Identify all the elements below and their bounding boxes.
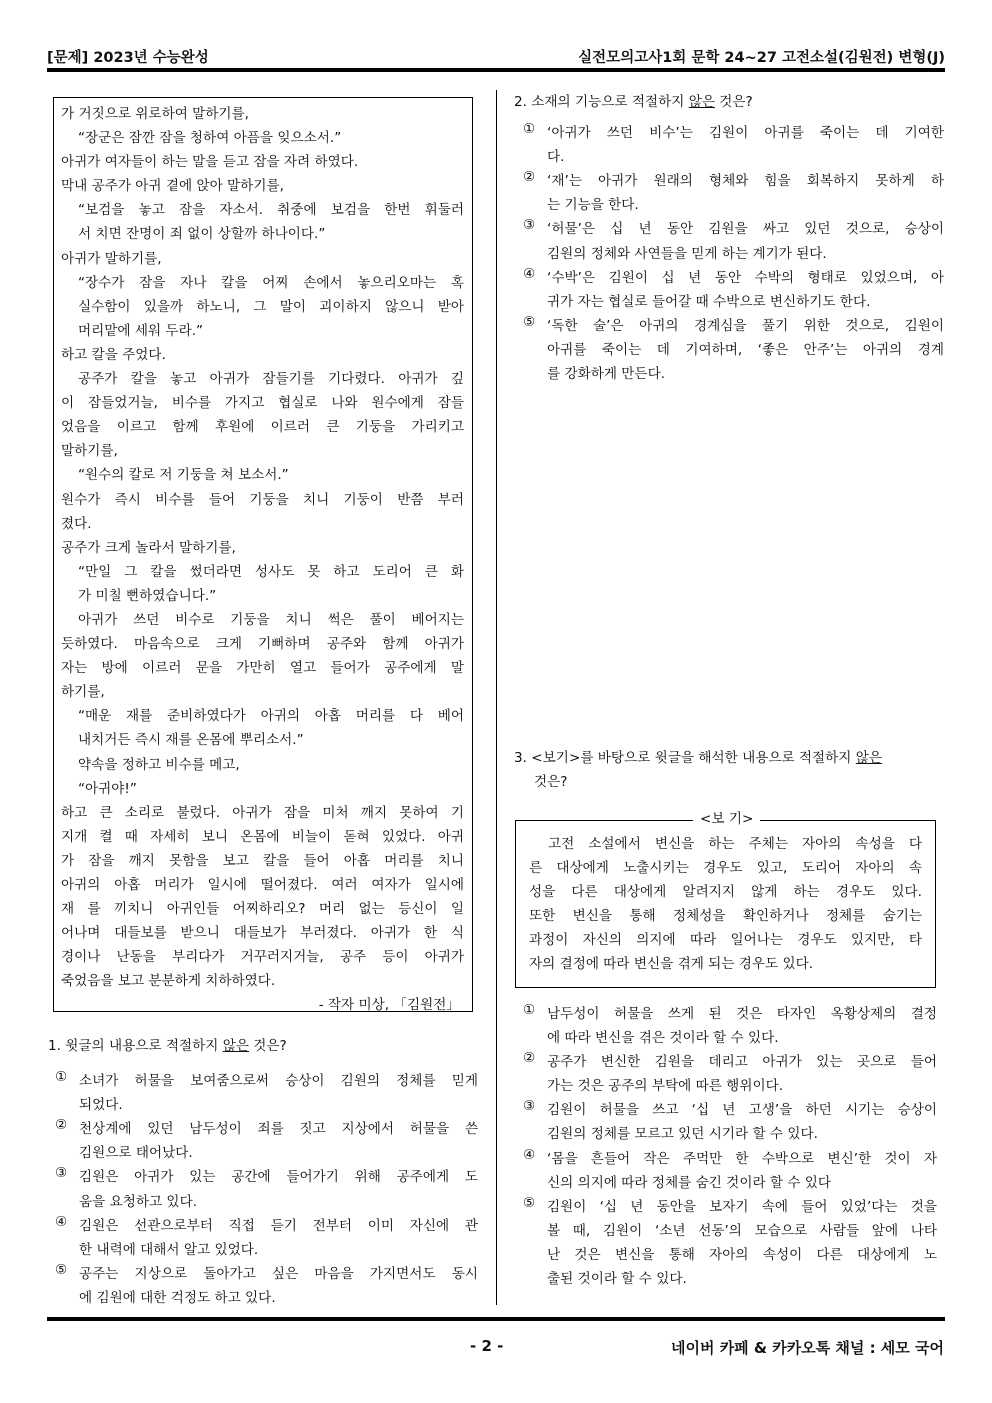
bogi-line: 성을 다른 대상에게 알려지지 않게 하는 경우도 있다.	[529, 884, 922, 901]
passage-line: 하고 큰 소리로 불렀다. 아귀가 잠을 미처 깨지 못하여 기	[61, 804, 464, 821]
option-text-line: 가는 것은 공주의 부탁에 따른 행위이다.	[547, 1078, 784, 1095]
stem-underline: 않은	[688, 94, 715, 110]
option-text-line: 공주는 지상으로 돌아가고 싶은 마음을 가지면서도 동시	[79, 1265, 478, 1282]
question-2-stem	[514, 90, 944, 114]
bogi-line: 른 대상에게 노출시키는 경우도 있고, 도리어 자아의 속	[529, 860, 922, 877]
option-text-line: 김원은 아귀가 있는 공간에 들어가기 위해 공주에게 도	[79, 1169, 478, 1186]
column-divider	[496, 90, 497, 1305]
option-5[interactable]	[523, 314, 944, 386]
option-number: ③	[55, 1165, 68, 1182]
passage-line: 머리맡에 세워 두라.”	[78, 322, 204, 339]
passage-line: 하기를,	[61, 684, 105, 701]
passage-line: 아귀가 여자들이 하는 말을 듣고 잠을 자려 하였다.	[61, 154, 359, 171]
passage-line: 원수가 즉시 비수를 들어 기둥을 치니 기둥이 반쯤 부러	[61, 491, 464, 508]
bogi-title: <보 기>	[693, 810, 760, 828]
question-1-stem	[48, 1034, 478, 1058]
stem-underline: 않은	[222, 1038, 249, 1054]
passage-line: “만일 그 칼을 썼더라면 성사도 못 하고 도리어 큰 화	[78, 563, 464, 580]
passage-line: 막내 공주가 아귀 곁에 앉아 말하기를,	[61, 178, 284, 195]
bogi-line: 과정이 자신의 의지에 따라 일어나는 경우도 있지만, 타	[529, 932, 922, 949]
stem-text: 1. 윗글의 내용으로 적절하지	[48, 1038, 223, 1054]
option-number: ②	[55, 1117, 68, 1134]
stem-underline: 않은	[855, 750, 883, 766]
option-text-line: ‘몸을 흔들어 작은 주먹만 한 수박으로 변신’한 것이 자	[547, 1150, 937, 1167]
option-number: ②	[523, 169, 536, 186]
passage-line: 하고 칼을 주었다.	[61, 346, 166, 363]
passage-line: 가 거짓으로 위로하여 말하기를,	[61, 106, 249, 122]
question-3-options	[523, 1002, 937, 1291]
option-2[interactable]	[55, 1117, 478, 1165]
option-text-line: 소녀가 허물을 보여줌으로써 승상이 김원의 정체를 믿게	[79, 1073, 478, 1090]
passage-line: “원수의 칼로 저 기둥을 쳐 보소서.”	[78, 467, 289, 484]
option-number: ②	[523, 1050, 536, 1067]
option-number: ⑤	[523, 313, 536, 330]
top-rule	[47, 68, 945, 72]
option-text-line: 신의 의지에 따라 정체를 숨긴 것이라 할 수 있다	[547, 1174, 832, 1191]
bogi-box	[515, 820, 936, 988]
passage-line: 서 치면 잔명이 죄 없이 상할까 하나이다.”	[78, 226, 326, 243]
option-text-line: 에 김원에 대한 걱정도 하고 있다.	[79, 1289, 276, 1306]
passage-line: 재 를 끼치니 아귀인들 어찌하리오? 머리 없는 등신이 일	[61, 901, 464, 918]
option-1[interactable]	[523, 1002, 937, 1050]
passage-line: - 작자 미상, 「김원전」	[318, 997, 460, 1014]
option-number: ①	[55, 1069, 68, 1086]
question-1-options	[48, 1069, 478, 1310]
passage-line: 지개 켤 때 자세히 보니 온몸에 비늘이 돋혀 있었다. 아귀	[61, 828, 464, 845]
passage-box	[53, 97, 473, 1012]
option-number: ④	[523, 1146, 536, 1163]
option-text-line: 움을 요청하고 있다.	[79, 1193, 198, 1210]
option-number: ⑤	[55, 1261, 68, 1278]
option-number: ⑤	[523, 1194, 536, 1211]
question-1	[48, 1034, 478, 1310]
passage-line: 어나며 대들보를 받으니 대들보가 부러졌다. 아귀가 한 식	[61, 925, 464, 942]
option-number: ①	[523, 1002, 536, 1018]
passage-line: 가 미칠 뻔하였습니다.”	[78, 587, 217, 604]
stem-text-end: 것은?	[248, 1038, 287, 1054]
option-text-line: 김원이 허물을 쓰고 ‘십 년 고생’을 하던 시기는 승상이	[547, 1102, 937, 1119]
option-2[interactable]	[523, 1050, 937, 1098]
stem-text-end: 것은?	[714, 94, 753, 110]
passage-line: 아귀의 아홉 머리가 일시에 떨어졌다. 여러 여자가 일시에	[61, 877, 464, 893]
passage-line: “장수가 잠을 자나 칼을 어찌 손에서 놓으리오마는 혹	[78, 274, 464, 291]
passage-line: 경이나 난동을 부리다가 거꾸러지거늘, 공주 등이 아귀가	[61, 949, 464, 966]
option-text-line: 김원은 선관으로부터 직접 듣기 전부터 이미 자신에 관	[79, 1217, 478, 1234]
option-3[interactable]	[55, 1165, 478, 1213]
option-number: ④	[55, 1213, 68, 1230]
passage-line: 듯하였다. 마음속으로 크게 기뻐하며 공주와 함께 아귀가	[61, 636, 464, 653]
footer-channel: 네이버 카페 & 카카오톡 채널 : 세모 국어	[671, 1339, 944, 1357]
bottom-rule	[47, 1317, 945, 1321]
option-text-line: 출된 것이라 할 수 있다.	[547, 1271, 687, 1288]
option-text-line: 에 따라 변신을 겪은 것이라 할 수 있다.	[547, 1030, 779, 1047]
option-text-line: 김원의 정체와 사연들을 믿게 하는 계기가 된다.	[547, 245, 827, 262]
option-3[interactable]	[523, 1098, 937, 1146]
passage-line: 아귀가 말하기를,	[61, 250, 162, 267]
bogi-line: 또한 변신을 통해 정체성을 확인하거나 정체를 숨기는	[529, 908, 922, 925]
passage-line: “아귀야!”	[78, 780, 137, 797]
option-1[interactable]	[523, 121, 944, 169]
option-5[interactable]	[55, 1262, 478, 1310]
passage-line: 졌다.	[61, 515, 92, 532]
question-3-stem	[514, 746, 946, 770]
option-text-line: 를 강화하게 만든다.	[547, 366, 666, 383]
passage-line: 말하기를,	[61, 443, 118, 460]
option-4[interactable]	[523, 266, 944, 314]
option-number: ④	[523, 265, 536, 282]
option-number: ①	[523, 121, 536, 138]
question-3-stem-line2: 것은?	[534, 774, 568, 791]
option-3[interactable]	[523, 217, 944, 265]
option-text-line: ‘재’는 아귀가 원래의 형체와 힘을 회복하지 못하게 하	[547, 173, 944, 190]
option-2[interactable]	[523, 169, 944, 217]
option-1[interactable]	[55, 1069, 478, 1117]
passage-line: “매운 재를 준비하였다가 아귀의 아홉 머리를 다 베어	[78, 708, 464, 725]
option-text-line: 는 기능을 한다.	[547, 197, 639, 214]
option-number: ③	[523, 1098, 536, 1115]
header-right: 실전모의고사1회 문학 24~27 고전소설(김원전) 변형(J)	[578, 50, 945, 66]
passage-line: 실수함이 있을까 하노니, 그 말이 괴이하지 않으니 받아	[78, 298, 464, 315]
option-text-line: 김원으로 태어났다.	[79, 1145, 193, 1162]
option-text-line: 김원이 ‘십 년 동안을 보자기 속에 들어 있었’다는 것을	[547, 1198, 937, 1215]
passage-line: 아귀가 쓰던 비수로 기둥을 치니 썩은 풀이 베어지는	[78, 611, 464, 628]
option-text-line: 볼 때, 김원이 ‘소년 선동’의 모습으로 사람들 앞에 나타	[547, 1222, 937, 1239]
question-3	[514, 746, 946, 794]
bogi-line: 고전 소설에서 변신을 하는 주체는 자아의 속성을 다	[548, 836, 922, 852]
passage-line: 내치거든 즉시 재를 온몸에 뿌리소서.”	[78, 732, 304, 749]
passage-line: 자는 방에 이르러 문을 가만히 열고 들어가 공주에게 말	[61, 660, 464, 677]
passage-line: “장군은 잠깐 잠을 청하여 아픔을 잊으소서.”	[78, 130, 342, 147]
question-2-options	[514, 121, 944, 386]
option-text-line: ‘허물’은 십 년 동안 김원을 싸고 있던 것으로, 승상이	[547, 221, 944, 238]
header-left: [문제] 2023년 수능완성	[47, 50, 209, 66]
option-text-line: ‘독한 술’은 아귀의 경계심을 풀기 위한 것으로, 김원이	[547, 317, 944, 334]
passage-line: “보검을 놓고 잠을 자소서. 취중에 보검을 한번 휘둘러	[78, 202, 464, 219]
passage-line: 가 잠을 깨지 못함을 보고 칼을 들어 아홉 머리를 치니	[61, 852, 464, 869]
option-text-line: 김원의 정체를 모르고 있던 시기라 할 수 있다.	[547, 1126, 818, 1143]
passage-line: 공주가 칼을 놓고 아귀가 잠들기를 기다렸다. 아귀가 깊	[78, 371, 464, 388]
passage-line: 이 잠들었거늘, 비수를 가지고 협실로 나와 원수에게 잠들	[61, 395, 464, 412]
option-text-line: 천상계에 있던 남두성이 죄를 짓고 지상에서 허물을 쓴	[79, 1121, 478, 1138]
passage-line: 약속을 정하고 비수를 메고,	[78, 756, 240, 773]
stem-text: 3. <보기>를 바탕으로 윗글을 해석한 내용으로 적절하지	[514, 750, 856, 766]
passage-line: 죽었음을 보고 분분하게 치하하였다.	[61, 973, 276, 990]
option-text-line: ‘아귀가 쓰던 비수’는 김원이 아귀를 죽이는 데 기여한	[547, 125, 944, 142]
option-text-line: 한 내력에 대해서 알고 있었다.	[79, 1241, 259, 1258]
option-number: ③	[523, 217, 536, 234]
option-text-line: 다.	[547, 149, 565, 166]
bogi-line: 자의 결정에 따라 변신을 겪게 되는 경우도 있다.	[529, 956, 814, 973]
option-text-line: 귀가 자는 협실로 들어갈 때 수박으로 변신하기도 한다.	[547, 293, 871, 310]
option-text-line: 공주가 변신한 김원을 데리고 아귀가 있는 곳으로 들어	[547, 1054, 937, 1071]
option-4[interactable]	[523, 1147, 937, 1195]
option-4[interactable]	[55, 1214, 478, 1262]
option-text-line: 되었다.	[79, 1097, 123, 1114]
option-text-line: 남두성이 허물을 쓰게 된 것은 타자인 옥황상제의 결정	[547, 1006, 937, 1022]
passage-line: 공주가 크게 놀라서 말하기를,	[61, 539, 236, 556]
question-2	[514, 90, 944, 386]
option-text-line: ‘수박’은 김원이 십 년 동안 수박의 형태로 있었으며, 아	[547, 269, 944, 286]
option-5[interactable]	[523, 1195, 937, 1291]
stem-text: 2. 소재의 기능으로 적절하지	[514, 94, 689, 110]
option-text-line: 아귀를 죽이는 데 기여하며, ‘좋은 안주’는 아귀의 경계	[547, 341, 944, 358]
page-number: - 2 -	[470, 1337, 504, 1355]
passage-line: 었음을 이르고 함께 후원에 이르러 큰 기둥을 가리키고	[61, 419, 464, 436]
option-text-line: 난 것은 변신을 통해 자아의 속성이 다른 대상에게 노	[547, 1246, 937, 1263]
